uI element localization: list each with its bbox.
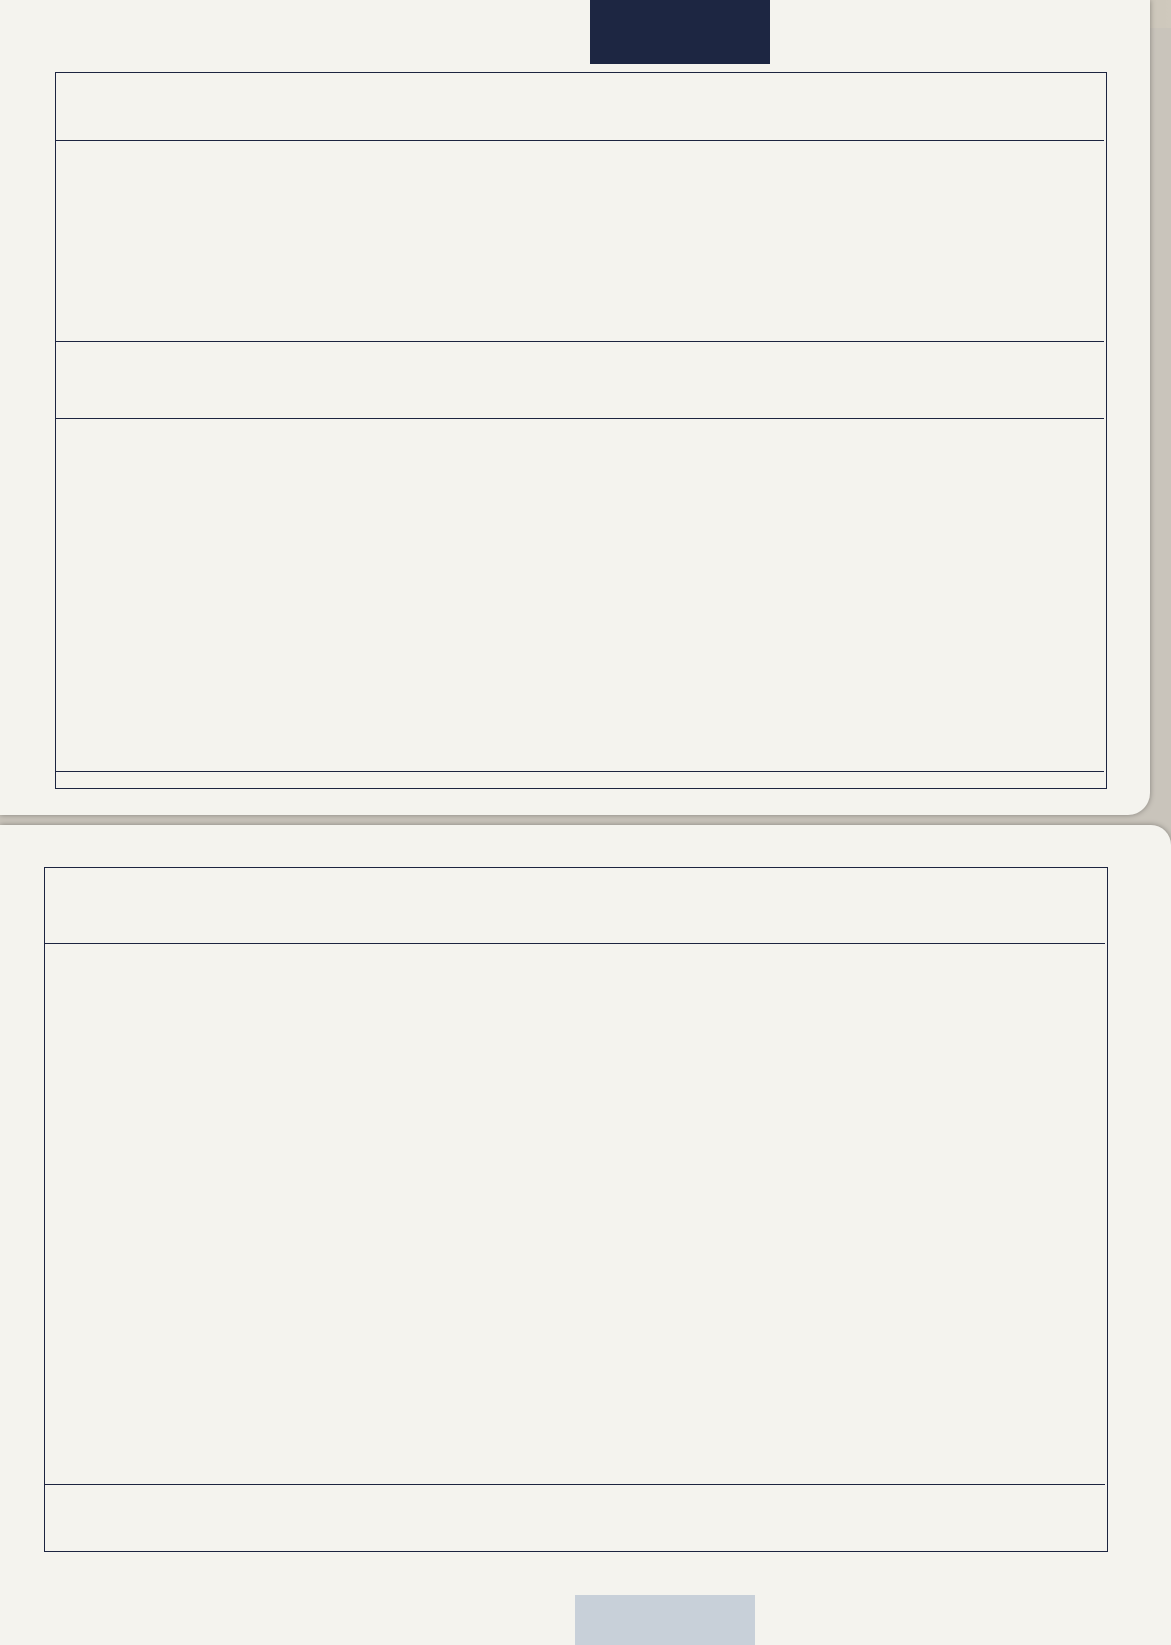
page-edge-mark [575,1595,755,1645]
timetable-328 [45,943,1105,1485]
timetable-323 [56,418,1104,772]
spine-tab [590,0,770,64]
timetable-318 [56,140,1104,342]
